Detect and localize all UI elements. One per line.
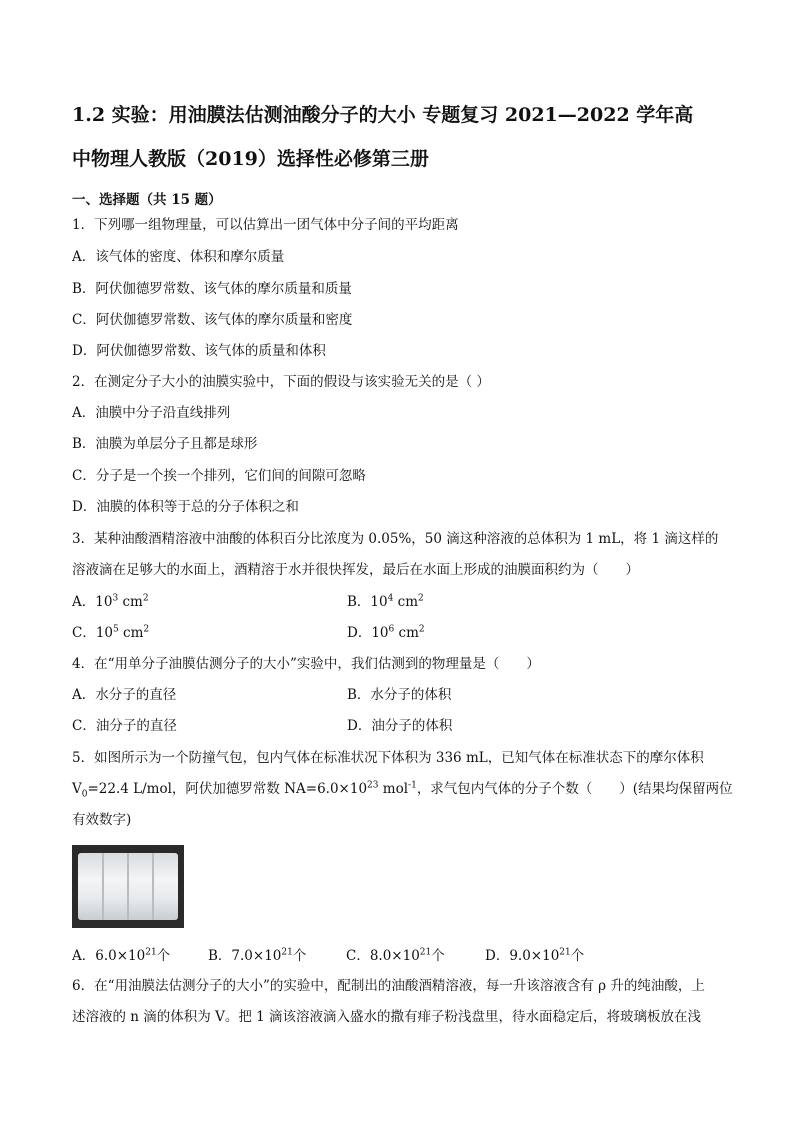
question-2-option-c: C．分子是一个挨一个排列，它们间的间隙可忽略: [72, 468, 366, 484]
question-5-option-b: B．$7.0\times 10^{21}$个: [208, 947, 307, 964]
question-2-stem: 2．在测定分子大小的油膜实验中，下面的假设与该实验无关的是（ ）: [72, 374, 490, 390]
question-4-option-a: A．水分子的直径: [72, 687, 177, 703]
question-1-option-a: A．该气体的密度、体积和摩尔质量: [72, 249, 285, 265]
airbag-shape: [78, 853, 178, 920]
question-4-stem: 4．在“用单分子油膜估测分子的大小”实验中，我们估测到的物理量是（ ）: [72, 656, 540, 672]
question-6-stem-line-2: 述溶液的 n 滴的体积为 V。把 1 滴该溶液滴入盛水的撒有痱子粉浅盘里，待水面稳定后，将玻璃板放在浅: [72, 1009, 701, 1025]
question-4-option-b: B．水分子的体积: [347, 687, 452, 703]
question-3-option-d: D．$10^6$ $cm^2$: [347, 624, 425, 641]
question-4-option-c: C．油分子的直径: [72, 718, 177, 734]
question-5-stem-line-2: $V_0=22.4$ L/mol，阿伏加德罗常数 $NA=6.0\times 10^{23}$ mol$^{-1}$，求气包内气体的分子个数（ ）(结果均保留两位: [72, 780, 733, 800]
question-3-stem-line-1: 3．某种油酸酒精溶液中油酸的体积百分比浓度为 0.05%，50 滴这种溶液的总体积为 1 mL，将 1 滴这样的: [72, 531, 719, 547]
question-5-stem-line-1: 5．如图所示为一个防撞气包，包内气体在标准状况下体积为 336 mL，已知气体在标准状态下的摩尔体积: [72, 750, 704, 766]
question-2-option-d: D．油膜的体积等于总的分子体积之和: [72, 499, 299, 515]
question-1-stem: 1．下列哪一组物理量，可以估算出一团气体中分子间的平均距离: [72, 217, 459, 233]
question-1-option-b: B．阿伏伽德罗常数、该气体的摩尔质量和质量: [72, 281, 352, 297]
section-heading: 一、选择题（共 15 题）: [72, 192, 222, 208]
document-title-line-2: 中物理人教版（2019）选择性必修第三册: [72, 148, 429, 170]
airbag-photo: [72, 845, 184, 928]
question-6-stem-line-1: 6．在“用油膜法估测分子的大小”的实验中，配制出的油酸酒精溶液，每一升该溶液含有 ρ 升的纯油酸，上: [72, 978, 705, 994]
question-2-option-a: A．油膜中分子沿直线排列: [72, 405, 231, 421]
question-5-option-c: C．$8.0\times 10^{21}$个: [346, 947, 445, 964]
question-4-option-d: D．油分子的体积: [347, 718, 453, 734]
question-5-option-a: A．$6.0\times 10^{21}$个: [72, 947, 171, 964]
question-3-stem-line-2: 溶液滴在足够大的水面上，酒精溶于水并很快挥发，最后在水面上形成的油膜面积约为（ ）: [72, 562, 639, 578]
document-title-line-1: 1.2 实验：用油膜法估测油酸分子的大小 专题复习 2021—2022 学年高: [72, 104, 694, 126]
question-3-option-a: A．$10^3$ $cm^2$: [72, 593, 149, 610]
question-3-option-c: C．$10^5$ $cm^2$: [72, 624, 150, 641]
question-1-option-c: C．阿伏伽德罗常数、该气体的摩尔质量和密度: [72, 312, 353, 328]
question-5-option-d: D．$9.0\times 10^{21}$个: [485, 947, 585, 964]
question-2-option-b: B．油膜为单层分子且都是球形: [72, 436, 258, 452]
question-5-stem-line-3: 有效数字): [72, 812, 132, 828]
question-1-option-d: D．阿伏伽德罗常数、该气体的质量和体积: [72, 343, 326, 359]
question-3-option-b: B．$10^4$ $cm^2$: [347, 593, 424, 610]
